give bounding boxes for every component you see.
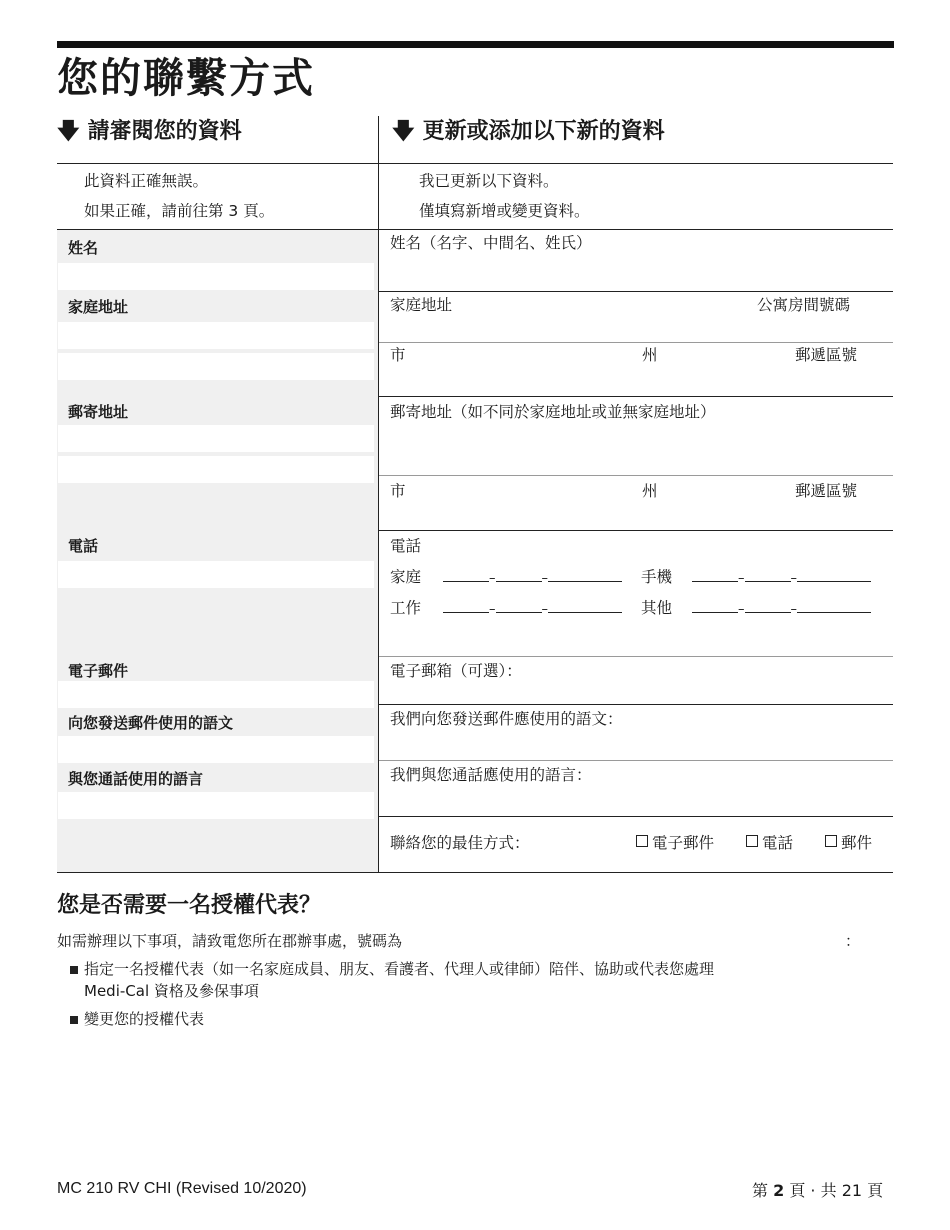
current-written-language-field xyxy=(58,736,374,763)
current-home-address-line1 xyxy=(58,322,374,349)
name-field-label: 姓名（名字、中間名、姓氏） xyxy=(390,234,592,252)
divider xyxy=(379,704,893,705)
form-id: MC 210 RV CHI (Revised 10/2020) xyxy=(57,1180,307,1197)
name-input[interactable] xyxy=(379,252,893,290)
divider xyxy=(379,530,893,531)
divider xyxy=(379,291,893,292)
phone-separator: – xyxy=(790,602,797,617)
home-city-state-zip-input[interactable] xyxy=(379,366,893,395)
work-phone-input[interactable] xyxy=(443,598,622,616)
divider xyxy=(379,760,893,761)
phone-separator: – xyxy=(738,602,745,617)
spoken-language-field-label: 我們與您通話應使用的語言： xyxy=(390,766,592,784)
update-heading-text: 更新或添加以下新的資料 xyxy=(422,119,665,144)
checkbox[interactable] xyxy=(746,835,758,847)
checkbox[interactable] xyxy=(825,835,837,847)
updated-info-text[interactable]: 我已更新以下資料。 xyxy=(419,172,559,190)
intro-colon: ： xyxy=(845,932,861,950)
arrow-down-icon: 🡇 xyxy=(57,119,80,144)
best-contact-label: 聯絡您的最佳方式： xyxy=(390,834,530,852)
rep-bullet-1-line2: Medi-Cal 資格及參保事項 xyxy=(84,982,259,1000)
current-email-field xyxy=(58,681,374,708)
home-phone-label: 家庭 xyxy=(390,568,422,586)
mailing-zip-label: 郵遞區號 xyxy=(795,482,858,500)
current-mailing-address-line2 xyxy=(58,456,374,483)
column-divider xyxy=(378,116,379,872)
email-field-label: 電子郵箱（可選）： xyxy=(390,662,522,680)
phone-separator: – xyxy=(489,571,496,586)
phone-label: 電話 xyxy=(68,537,99,555)
rep-bullet-2: 變更您的授權代表 xyxy=(84,1010,205,1028)
contact-phone-option[interactable] xyxy=(746,833,793,853)
contact-email-label: 電子郵件 xyxy=(652,834,715,852)
email-input[interactable] xyxy=(550,658,890,702)
current-name-field xyxy=(58,263,374,290)
review-heading-text: 請審閱您的資料 xyxy=(87,119,242,144)
update-column-heading xyxy=(392,115,665,149)
written-language-field-label: 我們向您發送郵件應使用的語文： xyxy=(390,710,623,728)
confirm-correct-text[interactable]: 此資料正確無誤。 xyxy=(84,172,209,190)
divider xyxy=(379,342,893,343)
divider xyxy=(379,396,893,397)
go-to-page-3-text: 如果正確，請前往第 3 頁。 xyxy=(84,202,275,220)
divider xyxy=(379,475,893,476)
divider xyxy=(379,656,893,657)
current-spoken-language-field xyxy=(58,792,374,819)
home-address-field-label: 家庭地址 xyxy=(390,296,453,314)
divider xyxy=(57,163,893,164)
arrow-down-icon: 🡇 xyxy=(392,119,415,144)
mailing-city-label: 市 xyxy=(390,482,406,500)
current-phone-field xyxy=(58,561,374,588)
home-zip-label: 郵遞區號 xyxy=(795,346,858,364)
mailing-state-label: 州 xyxy=(642,482,658,500)
mailing-city-state-zip-input[interactable] xyxy=(379,502,893,528)
only-new-info-text: 僅填寫新增或變更資料。 xyxy=(419,202,590,220)
other-phone-label: 其他 xyxy=(641,599,673,617)
divider xyxy=(57,872,893,873)
mailing-address-label: 郵寄地址 xyxy=(68,403,129,421)
home-phone-input[interactable] xyxy=(443,567,622,585)
home-city-label: 市 xyxy=(390,346,406,364)
contact-mail-label: 郵件 xyxy=(841,834,873,852)
written-language-label: 向您發送郵件使用的語文 xyxy=(68,714,234,732)
current-home-address-line2 xyxy=(58,353,374,380)
authorized-rep-intro: 如需辦理以下事項，請致電您所在郡辦事處，號碼為 xyxy=(57,932,403,950)
divider xyxy=(57,229,893,230)
contact-phone-label: 電話 xyxy=(762,834,794,852)
phone-separator: – xyxy=(541,602,548,617)
name-label: 姓名 xyxy=(68,239,99,257)
divider xyxy=(379,816,893,817)
bullet-icon xyxy=(70,1016,78,1024)
top-rule xyxy=(57,41,894,48)
mailing-address-input[interactable] xyxy=(379,423,893,473)
page-number: 2 xyxy=(773,1181,785,1200)
spoken-language-label: 與您通話使用的語言 xyxy=(68,770,204,788)
phone-separator: – xyxy=(541,571,548,586)
work-phone-label: 工作 xyxy=(390,599,422,617)
mobile-phone-input[interactable] xyxy=(692,567,871,585)
spoken-language-input[interactable] xyxy=(630,762,890,814)
phone-separator: – xyxy=(489,602,496,617)
authorized-rep-heading: 您是否需要一名授權代表？ xyxy=(57,893,322,918)
checkbox[interactable] xyxy=(636,835,648,847)
phone-field-label: 電話 xyxy=(390,537,422,555)
page-suffix: 頁 · 共 21 頁 xyxy=(789,1181,884,1200)
mobile-phone-label: 手機 xyxy=(641,568,673,586)
rep-bullet-1-line1: 指定一名授權代表（如一名家庭成員、朋友、看護者、代理人或律師）陪伴、協助或代表您處理 xyxy=(84,960,715,978)
current-mailing-address-line1 xyxy=(58,425,374,452)
home-address-input[interactable] xyxy=(379,315,893,341)
page-prefix: 第 xyxy=(752,1181,769,1200)
phone-separator: – xyxy=(738,571,745,586)
mailing-address-field-label: 郵寄地址（如不同於家庭地址或並無家庭地址） xyxy=(390,403,716,421)
page-indicator xyxy=(752,1178,883,1201)
review-column-heading xyxy=(57,115,242,149)
home-state-label: 州 xyxy=(642,346,658,364)
home-address-label: 家庭地址 xyxy=(68,298,129,316)
written-language-input[interactable] xyxy=(670,706,890,758)
other-phone-input[interactable] xyxy=(692,598,871,616)
contact-mail-option[interactable] xyxy=(825,833,872,853)
bullet-icon xyxy=(70,966,78,974)
page-title: 您的聯繫方式 xyxy=(57,54,315,102)
apt-number-label: 公寓房間號碼 xyxy=(757,296,851,314)
phone-separator: – xyxy=(790,571,797,586)
contact-email-option[interactable] xyxy=(636,833,714,853)
email-label: 電子郵件 xyxy=(68,662,129,680)
